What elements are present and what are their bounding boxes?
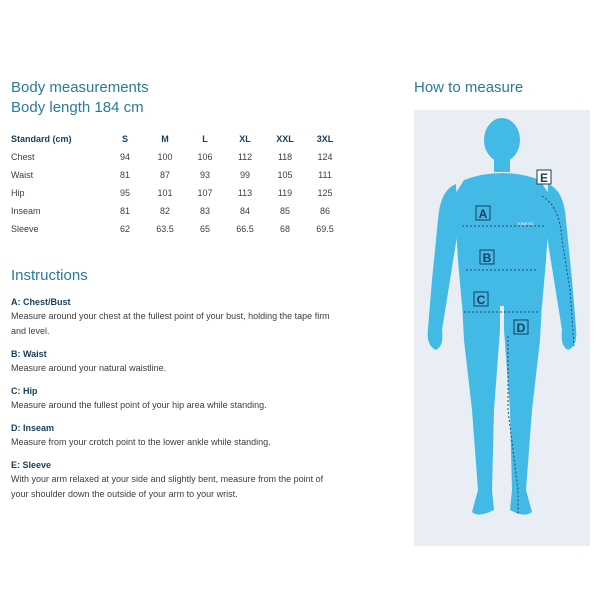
instruction-hip xyxy=(11,385,391,413)
instruction-title: E: Sleeve xyxy=(11,460,52,470)
marker-d-label: D xyxy=(516,321,526,335)
shirt-logo-text: KINETIC xyxy=(518,221,534,226)
left-leg-shape xyxy=(462,302,500,515)
right-arm-shape xyxy=(546,184,576,350)
table-cell: 85 xyxy=(279,206,290,216)
instruction-text: Measure from your crotch point to the lower ankle while standing. xyxy=(11,437,271,447)
table-cell: 83 xyxy=(199,206,210,216)
size-header: 3XL xyxy=(316,134,334,144)
table-cell: 63.5 xyxy=(156,224,174,234)
table-cell: 111 xyxy=(318,170,332,180)
how-to-measure-title: How to measure xyxy=(414,79,524,96)
marker-e-label: E xyxy=(539,171,549,185)
size-table xyxy=(11,130,345,238)
table-cell: 81 xyxy=(119,170,130,180)
table-cell: 100 xyxy=(157,152,173,162)
body-length-subtitle: Body length 184 cm xyxy=(11,99,144,116)
table-cell: 125 xyxy=(317,188,333,198)
table-cell: 101 xyxy=(157,188,173,198)
table-row xyxy=(11,148,345,166)
marker-c-label: C xyxy=(476,293,486,307)
left-arm-shape xyxy=(428,184,458,350)
table-cell: 87 xyxy=(159,170,170,180)
table-cell: 84 xyxy=(239,206,250,216)
table-cell: 86 xyxy=(319,206,330,216)
size-header: L xyxy=(202,134,208,144)
table-cell: 113 xyxy=(237,188,253,198)
table-cell: 119 xyxy=(277,188,293,198)
table-cell: 93 xyxy=(199,170,210,180)
table-row xyxy=(11,220,345,238)
table-cell: 118 xyxy=(277,152,293,162)
instruction-title: D: Inseam xyxy=(11,423,55,433)
table-row xyxy=(11,184,345,202)
table-cell: 105 xyxy=(277,170,293,180)
row-label: Waist xyxy=(11,170,34,180)
standard-header: Standard (cm) xyxy=(11,134,72,144)
table-cell: 112 xyxy=(237,152,253,162)
instruction-sleeve xyxy=(11,459,391,502)
body-measurements-title: Body measurements xyxy=(11,79,149,96)
row-label: Inseam xyxy=(11,206,41,216)
table-cell: 106 xyxy=(197,152,213,162)
instruction-text: Measure around the fullest point of your hip area while standing. xyxy=(11,400,267,410)
size-header: XL xyxy=(239,134,251,144)
instruction-title: B: Waist xyxy=(11,349,47,359)
row-label: Sleeve xyxy=(11,224,39,234)
body-silhouette xyxy=(428,118,577,515)
marker-b-label: B xyxy=(482,251,492,265)
instruction-waist xyxy=(11,348,391,376)
table-cell: 94 xyxy=(119,152,130,162)
table-cell: 124 xyxy=(317,152,333,162)
row-label: Hip xyxy=(11,188,25,198)
instructions-list xyxy=(11,296,391,502)
size-header: M xyxy=(161,134,169,144)
table-cell: 65 xyxy=(199,224,210,234)
instructions-title: Instructions xyxy=(11,267,88,284)
size-header-row xyxy=(11,130,345,148)
table-cell: 95 xyxy=(119,188,130,198)
how-to-measure-section xyxy=(414,78,590,335)
row-label: Chest xyxy=(11,152,35,162)
instruction-chest xyxy=(11,296,391,339)
table-cell: 66.5 xyxy=(236,224,254,234)
instruction-title: A: Chest/Bust xyxy=(11,297,71,307)
table-cell: 107 xyxy=(197,188,213,198)
instruction-title: C: Hip xyxy=(11,386,38,396)
marker-a-label: A xyxy=(478,207,488,221)
table-cell: 82 xyxy=(159,206,170,216)
table-cell: 99 xyxy=(239,170,250,180)
body-measurements-section xyxy=(11,78,391,511)
size-header: S xyxy=(121,134,128,144)
size-header: XXL xyxy=(276,134,294,144)
body-silhouette-figure xyxy=(414,110,590,546)
instruction-inseam xyxy=(11,422,391,450)
table-row xyxy=(11,166,345,184)
table-cell: 81 xyxy=(119,206,130,216)
table-cell: 69.5 xyxy=(316,224,334,234)
measurement-figure-panel xyxy=(414,110,590,546)
instruction-text: With your arm relaxed at your side and slightly bent, measure from the point of your shoulder down the outside of your arm to your wrist. xyxy=(11,474,324,499)
neck-shape xyxy=(494,156,510,172)
head-shape xyxy=(484,118,520,162)
table-cell: 68 xyxy=(279,224,290,234)
instruction-text: Measure around your chest at the fullest point of your bust, holding the tape firm and level. xyxy=(11,311,330,336)
table-cell: 62 xyxy=(119,224,130,234)
table-row xyxy=(11,202,345,220)
torso-shape xyxy=(454,173,550,306)
instruction-text: Measure around your natural waistline. xyxy=(11,363,167,373)
